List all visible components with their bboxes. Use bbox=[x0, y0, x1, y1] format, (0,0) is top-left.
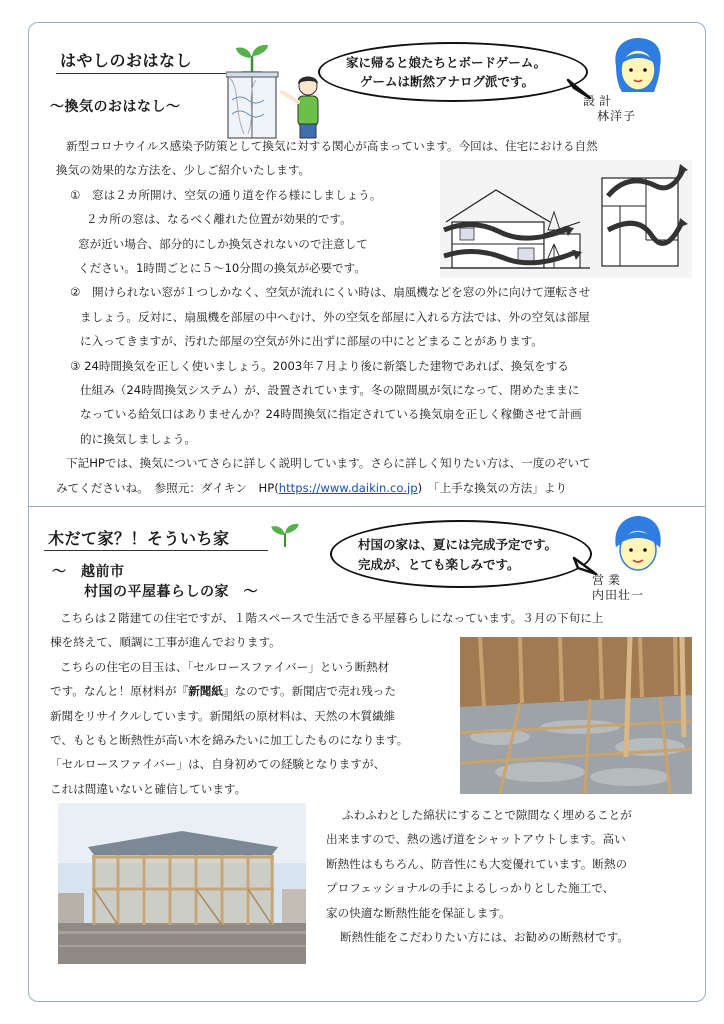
house-construction-photo bbox=[58, 803, 306, 964]
section2-speech-bubble bbox=[330, 520, 592, 588]
paragraph-line: 断熱性能をこだわりたい方には、お勧めの断熱材です。 bbox=[340, 930, 629, 945]
paragraph-line: 断熱性はもちろん、防音性にも大変優れています。断熱の bbox=[326, 856, 628, 871]
paragraph-line: 新聞をリサイクルしています。新聞紙の原材料は、天然の木質繊維 bbox=[50, 708, 396, 723]
list-item-line: ください。1時間ごとに５～10分間の換気が必要です。 bbox=[78, 261, 366, 276]
paragraph-line: で、もともと断熱性が高い木を綿みたいに加工したものになります。 bbox=[50, 733, 409, 748]
section1-speech-bubble bbox=[318, 42, 588, 102]
window-ventilation-illustration bbox=[226, 70, 336, 140]
section2-body-right bbox=[326, 803, 632, 949]
list-item-line: ① 窓は２カ所開け、空気の通り道を作る様にしましょう。 bbox=[70, 187, 382, 202]
bubble-text-line: 村国の家は、夏には完成予定です。 bbox=[358, 537, 558, 552]
staff-label-hayashi bbox=[583, 94, 636, 124]
avatar-hayashi bbox=[608, 36, 668, 98]
staff-label-uchida bbox=[592, 573, 644, 603]
list-item-line: ２カ所の窓は、なるべく離れた位置が効果的です。 bbox=[86, 212, 352, 227]
bubble-text-line: ゲームは断然アナログ派です。 bbox=[360, 74, 535, 89]
section2-title-underline bbox=[44, 550, 268, 551]
paragraph-line: プロフェッショナルの手によるしっかりとした施工で、 bbox=[326, 881, 615, 896]
section-divider bbox=[29, 506, 705, 507]
paragraph-line: 新型コロナウイルス感染予防策として換気に対する関心が高まっています。今回は、住宅における自然 bbox=[66, 139, 598, 153]
paragraph-line: 棟を終えて、順調に工事が進んでおります。 bbox=[50, 635, 281, 650]
section2-subtitle-line1: ～ 越前市 bbox=[52, 564, 125, 580]
paragraph-line: ふわふわとした綿状にすることで隙間なく埋めることが bbox=[342, 808, 632, 822]
closing-text: みてくださいね。 参照元：ダイキン HP( bbox=[56, 480, 279, 495]
list-item-line: 的に換気しましょう。 bbox=[80, 431, 196, 446]
section1-subtitle: ～換気のおはなし～ bbox=[50, 99, 181, 115]
paragraph-line: 下記HPでは、換気についてさらに詳しく説明しています。さらに詳しく知りたい方は、一度のぞいて bbox=[66, 456, 591, 471]
section2-subtitle-line2: 村国の平屋暮らしの家 ～ bbox=[84, 584, 258, 600]
text-segment: 』なのです。新聞店で売れ残った bbox=[223, 684, 396, 699]
list-item-line: 窓が近い場合、部分的にしか換気されないので注意して bbox=[78, 236, 368, 251]
paragraph-line bbox=[56, 476, 598, 500]
text-segment: です。なんと！原材料が『 bbox=[50, 684, 189, 699]
section2-body bbox=[50, 606, 603, 801]
list-item-line: ましょう。反対に、扇風機を部屋の中へむけ、外の空気を部屋に入れる方法では、外の空気は部屋 bbox=[80, 309, 590, 324]
paragraph-line: 換気の効果的な方法を、少しご紹介いたします。 bbox=[56, 163, 311, 178]
paragraph-line: これは間違いないと確信しています。 bbox=[50, 781, 247, 796]
bubble-text-line: 家に帰ると娘たちとボードゲーム。 bbox=[346, 55, 547, 70]
paragraph-line: こちらは２階建ての住宅ですが、１階スペースで生活できる平屋暮らしになっています。３月の下旬に上 bbox=[60, 611, 604, 625]
bubble-text-line: 完成が、とても楽しみです。 bbox=[358, 557, 520, 572]
staff-name: 内田壮一 bbox=[592, 588, 645, 602]
staff-role: 営業 bbox=[592, 573, 625, 587]
paragraph-line: 家の快適な断熱性能を保証します。 bbox=[326, 905, 511, 920]
sprout-icon bbox=[268, 520, 302, 550]
paragraph-line bbox=[50, 679, 603, 703]
staff-name: 林洋子 bbox=[597, 109, 637, 123]
paragraph-line: 「セルロースファイバー」は、自身初めての経験となりますが、 bbox=[50, 757, 386, 772]
section1-body bbox=[56, 134, 598, 500]
closing-text: ) 「上手な換気の方法」より bbox=[417, 480, 568, 495]
highlight-shinbunshi: 新聞紙 bbox=[188, 684, 223, 699]
list-item-line: 仕組み（24時間換気システム）が、設置されています。冬の隙間風が気になって、閉めたままに bbox=[80, 383, 580, 398]
section1-title: はやしのおはなし bbox=[60, 51, 193, 70]
list-item-line: に入ってきますが、汚れた部屋の空気が外に出ずに部屋の中にとどまることがあります。 bbox=[80, 334, 543, 349]
section2-title: 木だて家？！そういち家 bbox=[48, 529, 230, 548]
list-item-line: なっている給気口はありませんか？24時間換気に指定されている換気扇を正しく稼働させて計画 bbox=[80, 407, 582, 422]
avatar-uchida bbox=[608, 514, 668, 576]
paragraph-line: 出来ますので、熱の逃げ道をシャットアウトします。高い bbox=[326, 832, 626, 847]
list-item-line: ② 開けられない窓が１つしかなく、空気が流れにくい時は、扇風機などを窓の外に向けて運転させ bbox=[70, 285, 591, 300]
section1-title-underline bbox=[56, 73, 226, 74]
list-item-line: ③ 24時間換気を正しく使いましょう。2003年７月より後に新築した建物であれば、換気をする bbox=[70, 358, 569, 373]
staff-role: 設計 bbox=[583, 94, 616, 108]
paragraph-line: こちらの住宅の目玉は、「セルロースファイバー」という断熱材 bbox=[60, 659, 390, 674]
daikin-link[interactable]: https://www.daikin.co.jp bbox=[278, 480, 418, 495]
